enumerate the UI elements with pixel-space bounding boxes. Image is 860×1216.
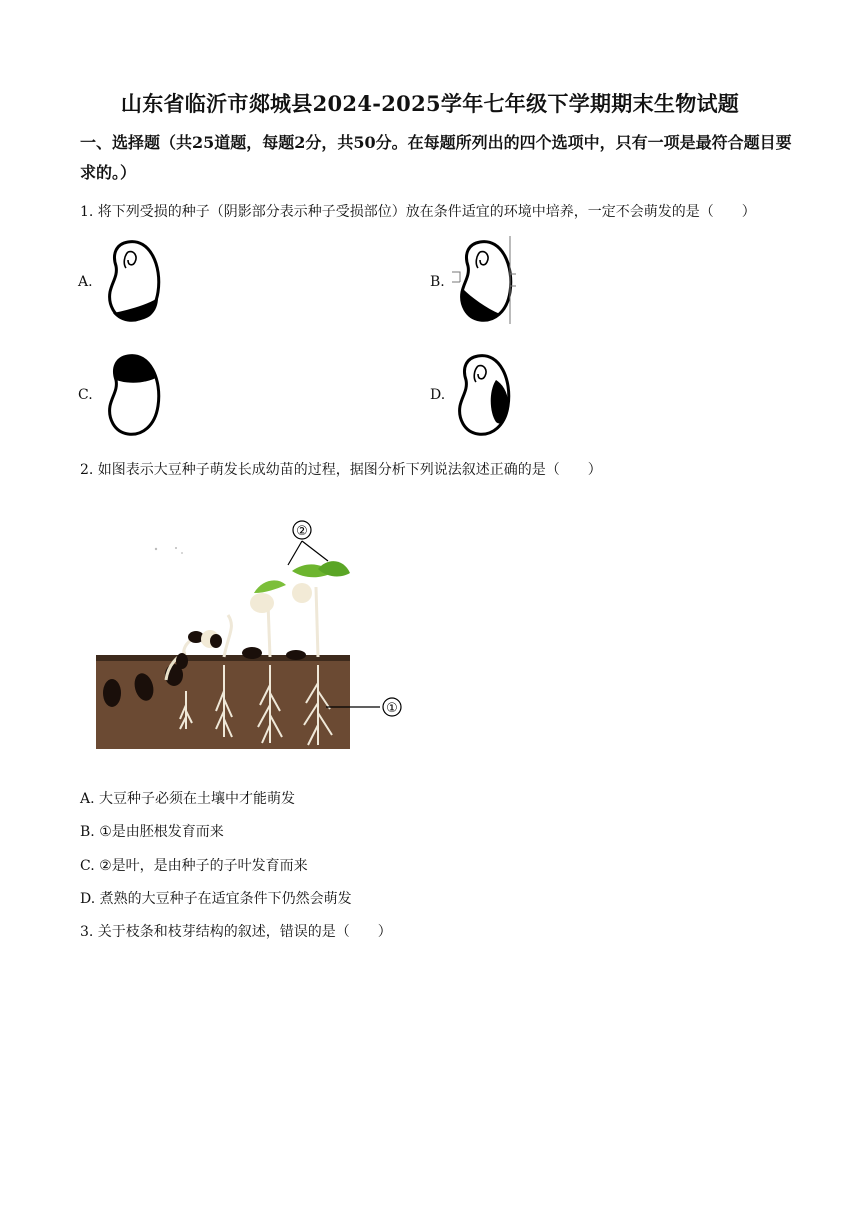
- q2-option-d: D. 煮熟的大豆种子在适宜条件下仍然会萌发: [80, 891, 352, 907]
- seed-c-image: [98, 350, 168, 442]
- question-2-stem: 2. 如图表示大豆种子萌发长成幼苗的过程，据图分析下列说法叙述正确的是（ ）: [80, 462, 602, 478]
- q2-option-c: C. ②是叶，是由种子的子叶发育而来: [80, 858, 308, 874]
- seed-a-image: [98, 236, 168, 326]
- marker-1-label: ①: [386, 701, 398, 716]
- page-title: 山东省临沂市郯城县2024-2025学年七年级下学期期末生物试题: [120, 91, 740, 116]
- q1-option-c-label: C.: [78, 387, 93, 403]
- seed-d-image: [448, 350, 518, 442]
- question-1-stem: 1. 将下列受损的种子（阴影部分表示种子受损部位）放在条件适宜的环境中培养，一定不会萌发的是（ ）: [80, 204, 756, 220]
- marker-2-label: ②: [296, 524, 308, 539]
- q2-option-a: A. 大豆种子必须在土壤中才能萌发: [80, 791, 296, 807]
- q1-option-d-label: D.: [430, 387, 446, 403]
- q2-option-b: B. ①是由胚根发育而来: [80, 824, 224, 840]
- section-heading: 一、选择题（共25道题，每题2分，共50分。在每题所列出的四个选项中，只有一项是最符合题目要求的。）: [80, 133, 792, 182]
- soybean-germination-figure: [96, 515, 416, 755]
- q1-option-b-label: B.: [430, 274, 445, 290]
- q1-option-a-label: A.: [78, 274, 93, 290]
- seed-b-image: [448, 236, 528, 330]
- question-3-stem: 3. 关于枝条和枝芽结构的叙述，错误的是（ ）: [80, 924, 392, 940]
